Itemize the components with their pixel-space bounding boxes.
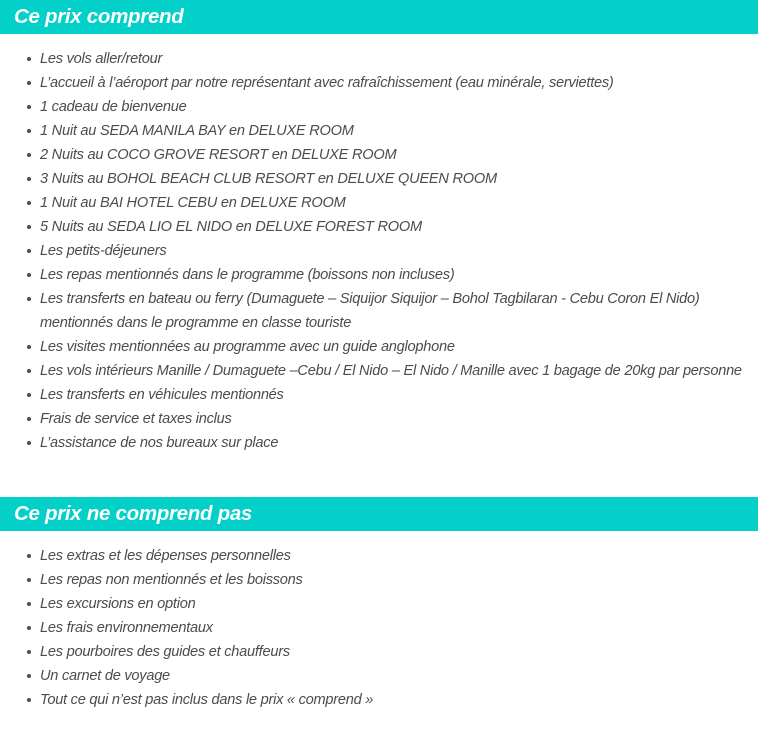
not-included-list [0,544,758,712]
list-item: Un carnet de voyage [0,664,758,688]
list-item: Les vols intérieurs Manille / Dumaguete –Cebu / El Nido – El Nido / Manille avec 1 bagage de 20kg par personne [0,359,758,383]
list-item: Les visites mentionnées au programme avec un guide anglophone [0,335,758,359]
list-item: Les pourboires des guides et chauffeurs [0,640,758,664]
list-item: 1 cadeau de bienvenue [0,95,758,119]
header-gap [0,531,758,544]
list-item: Les petits-déjeuners [0,239,758,263]
section-header-not-included [0,497,758,531]
included-list [0,47,758,455]
list-item: Les repas non mentionnés et les boissons [0,568,758,592]
list-item: Les extras et les dépenses personnelles [0,544,758,568]
header-gap [0,34,758,47]
list-item: L’assistance de nos bureaux sur place [0,431,758,455]
list-item: Les transferts en bateau ou ferry (Dumaguete – Siquijor Siquijor – Bohol Tagbilaran - Cebu Coron El Nido) mentionnés dans le programme en classe touriste [0,287,758,335]
list-item: 2 Nuits au COCO GROVE RESORT en DELUXE ROOM [0,143,758,167]
section-title-not-included: Ce prix ne comprend pas [14,502,253,525]
section-gap [0,455,758,497]
section-body-not-included [0,544,758,712]
list-item: Les excursions en option [0,592,758,616]
section-not-included [0,497,758,712]
list-item: Les frais environnementaux [0,616,758,640]
section-title-included: Ce prix comprend [14,5,184,28]
list-item: Les transferts en véhicules mentionnés [0,383,758,407]
list-item: 3 Nuits au BOHOL BEACH CLUB RESORT en DELUXE QUEEN ROOM [0,167,758,191]
list-item: Les repas mentionnés dans le programme (boissons non incluses) [0,263,758,287]
list-item: L’accueil à l’aéroport par notre représentant avec rafraîchissement (eau minérale, serviettes) [0,71,758,95]
list-item: 5 Nuits au SEDA LIO EL NIDO en DELUXE FOREST ROOM [0,215,758,239]
list-item: 1 Nuit au BAI HOTEL CEBU en DELUXE ROOM [0,191,758,215]
list-item: Tout ce qui n’est pas inclus dans le prix « comprend » [0,688,758,712]
list-item: Frais de service et taxes inclus [0,407,758,431]
section-body-included [0,47,758,455]
list-item: Les vols aller/retour [0,47,758,71]
list-item: 1 Nuit au SEDA MANILA BAY en DELUXE ROOM [0,119,758,143]
section-header-included [0,0,758,34]
